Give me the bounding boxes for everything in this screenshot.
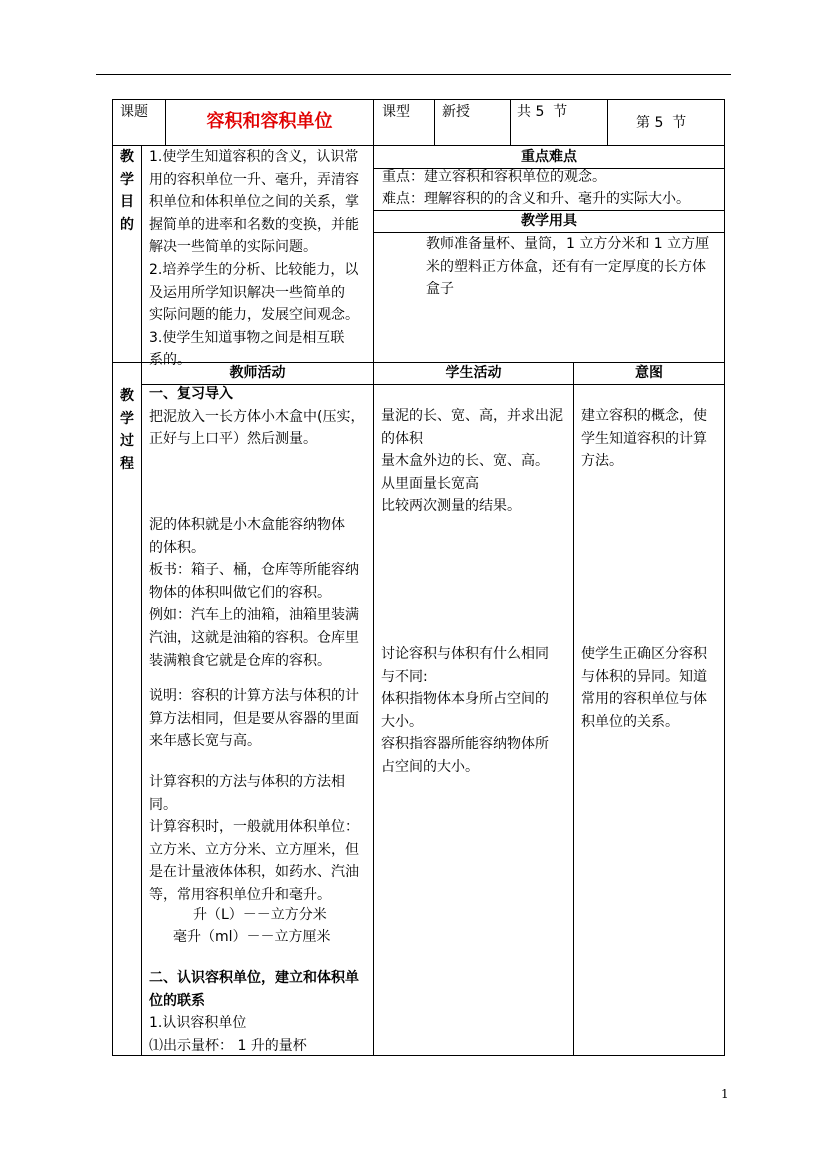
goals-side-label — [113, 146, 141, 236]
intent-block-1 — [581, 405, 707, 473]
intent-line: 方法。 — [581, 453, 623, 470]
table-border-top — [112, 99, 725, 100]
column-student: 学生活动 — [445, 365, 502, 381]
teacher-block-2 — [149, 514, 359, 672]
teacher-block-1 — [149, 383, 364, 451]
teacher-line: 等，常用容积单位升和毫升。 — [149, 886, 331, 903]
grid-line — [434, 99, 435, 145]
student-block-2 — [381, 643, 549, 779]
goals-line: 解决一些简单的实际问题。 — [149, 239, 317, 256]
goals-line: 1.使学生知道容积的含义，认识常 — [149, 149, 359, 165]
teacher-line: 物体的体积叫做它们的容积。 — [149, 584, 331, 601]
section-heading: 二、认识容积单位，建立和体积单 — [149, 970, 359, 986]
teacher-line: 泥的体积就是小木盒能容纳物体 — [149, 517, 345, 533]
side-char: 学 — [120, 171, 134, 188]
grid-line — [607, 99, 608, 145]
goals-line: 用的容积单位一升、毫升，弄清容 — [149, 171, 359, 188]
intent-line: 建立容积的概念，使 — [581, 408, 707, 424]
table-border-left — [112, 99, 113, 1056]
student-line: 占空间的大小。 — [381, 758, 479, 775]
key-focus: 重点：建立容积和容积单位的观念。 — [382, 169, 606, 185]
side-char: 学 — [120, 410, 134, 427]
tools-line: 米的塑料正方体盒，还有有一定厚度的长方体 — [426, 258, 706, 275]
teacher-line: 1.认识容积单位 — [149, 1015, 247, 1031]
teacher-line: 同。 — [149, 796, 177, 813]
teacher-block-4 — [149, 771, 359, 907]
intent-line: 常用的容积单位与体 — [581, 691, 707, 708]
teacher-line: 正好与上口平）然后测量。 — [149, 431, 317, 448]
student-line: 比较两次测量的结果。 — [381, 498, 521, 515]
unit-liter: 升（L）－－立方分米 — [193, 907, 327, 923]
side-char: 程 — [120, 455, 134, 472]
teacher-line: 汽油，这就是油箱的容积。仓库里 — [149, 629, 359, 646]
intent-line: 积单位的关系。 — [581, 713, 679, 730]
student-line: 量木盒外边的长、宽、高。 — [381, 453, 549, 470]
teacher-line: 来年感长宽与高。 — [149, 733, 261, 750]
tools-heading: 教学用具 — [521, 213, 577, 229]
teacher-line: 把泥放入一长方体小木盒中(压实， — [149, 408, 365, 425]
student-line: 体积指物体本身所占空间的 — [381, 691, 549, 708]
process-side-label — [113, 385, 141, 475]
key-points-heading: 重点难点 — [521, 149, 577, 165]
goals-line: 3.使学生知道事物之间是相互联 — [149, 329, 345, 346]
current-section: 第 5 节 — [636, 115, 687, 131]
goals-line: 系的。 — [149, 352, 191, 369]
teacher-line: 计算容积时，一般就用体积单位： — [149, 819, 359, 836]
tools-line: 盒子 — [426, 281, 454, 298]
header-rule — [96, 74, 731, 75]
page-number: 1 — [721, 1087, 729, 1101]
teacher-line: 是在计量液体体积，如药水、汽油 — [149, 864, 359, 881]
unit-milliliter: 毫升（ml）－－立方厘米 — [173, 929, 331, 945]
teacher-line: 板书：箱子、桶，仓库等所能容纳 — [149, 562, 359, 579]
teacher-line: 算方法相同，但是要从容器的里面 — [149, 710, 359, 727]
teacher-line: 说明：容积的计算方法与体积的计 — [149, 688, 359, 704]
teacher-block-5 — [149, 967, 359, 1012]
section-heading: 位的联系 — [149, 992, 205, 1009]
goals-line: 2.培养学生的分析、比较能力，以 — [149, 261, 359, 278]
side-char: 教 — [120, 388, 134, 404]
intent-block-2 — [581, 643, 707, 733]
side-char: 目 — [120, 194, 134, 211]
teacher-line: 装满粮食它就是仓库的容积。 — [149, 652, 331, 669]
teacher-line: 立方米、立方分米、立方厘米，但 — [149, 841, 359, 858]
grid-line — [141, 145, 142, 1056]
teacher-block-3 — [149, 685, 359, 753]
student-line: 与不同: — [381, 668, 428, 685]
key-difficulty: 难点：理解容积的的含义和升、毫升的实际大小。 — [382, 191, 690, 207]
total-sections: 共 5 节 — [517, 104, 568, 120]
tools-line: 教师准备量杯、量筒，1 立方分米和 1 立方厘 — [426, 236, 710, 252]
side-char: 的 — [120, 216, 134, 233]
teacher-line: 例如：汽车上的油箱，油箱里装满 — [149, 607, 359, 624]
goals-line: 积单位和体积单位之间的关系，掌 — [149, 194, 359, 211]
section-heading: 一、复习导入 — [149, 386, 233, 402]
column-teacher: 教师活动 — [229, 365, 286, 381]
side-char: 过 — [120, 433, 134, 450]
student-line: 大小。 — [381, 713, 423, 730]
goals-text — [149, 146, 359, 372]
goals-line: 及运用所学知识解决一些简单的 — [149, 284, 345, 301]
intent-line: 使学生正确区分容积 — [581, 646, 707, 662]
student-block-1 — [381, 405, 563, 518]
intent-line: 学生知道容积的计算 — [581, 430, 707, 447]
grid-line — [373, 362, 374, 1056]
student-line: 的体积 — [381, 430, 423, 447]
tools-text — [426, 233, 709, 301]
intent-line: 与体积的异同。知道 — [581, 668, 707, 685]
student-line: 讨论容积与体积有什么相同 — [381, 646, 549, 662]
label-keti: 课题 — [120, 104, 148, 120]
teacher-block-6 — [149, 1012, 307, 1057]
column-intent: 意图 — [635, 365, 663, 381]
grid-line — [510, 99, 511, 145]
kexing-value: 新授 — [442, 104, 470, 120]
label-kexing: 课型 — [382, 104, 410, 120]
side-char: 教 — [120, 149, 134, 165]
teacher-line: ⑴出示量杯： 1 升的量杯 — [149, 1037, 307, 1054]
student-line: 从里面量长宽高 — [381, 475, 479, 492]
lesson-title: 容积和容积单位 — [206, 111, 333, 132]
goals-line: 实际问题的能力，发展空间观念。 — [149, 307, 359, 324]
teacher-line: 计算容积的方法与体积的方法相 — [149, 774, 345, 790]
teacher-line: 的体积。 — [149, 539, 205, 556]
table-border-right — [724, 99, 725, 1056]
student-line: 容积指容器所能容纳物体所 — [381, 736, 549, 753]
student-line: 量泥的长、宽、高，并求出泥 — [381, 408, 563, 424]
grid-line — [573, 362, 574, 1056]
goals-line: 握简单的进率和名数的变换，并能 — [149, 216, 359, 233]
